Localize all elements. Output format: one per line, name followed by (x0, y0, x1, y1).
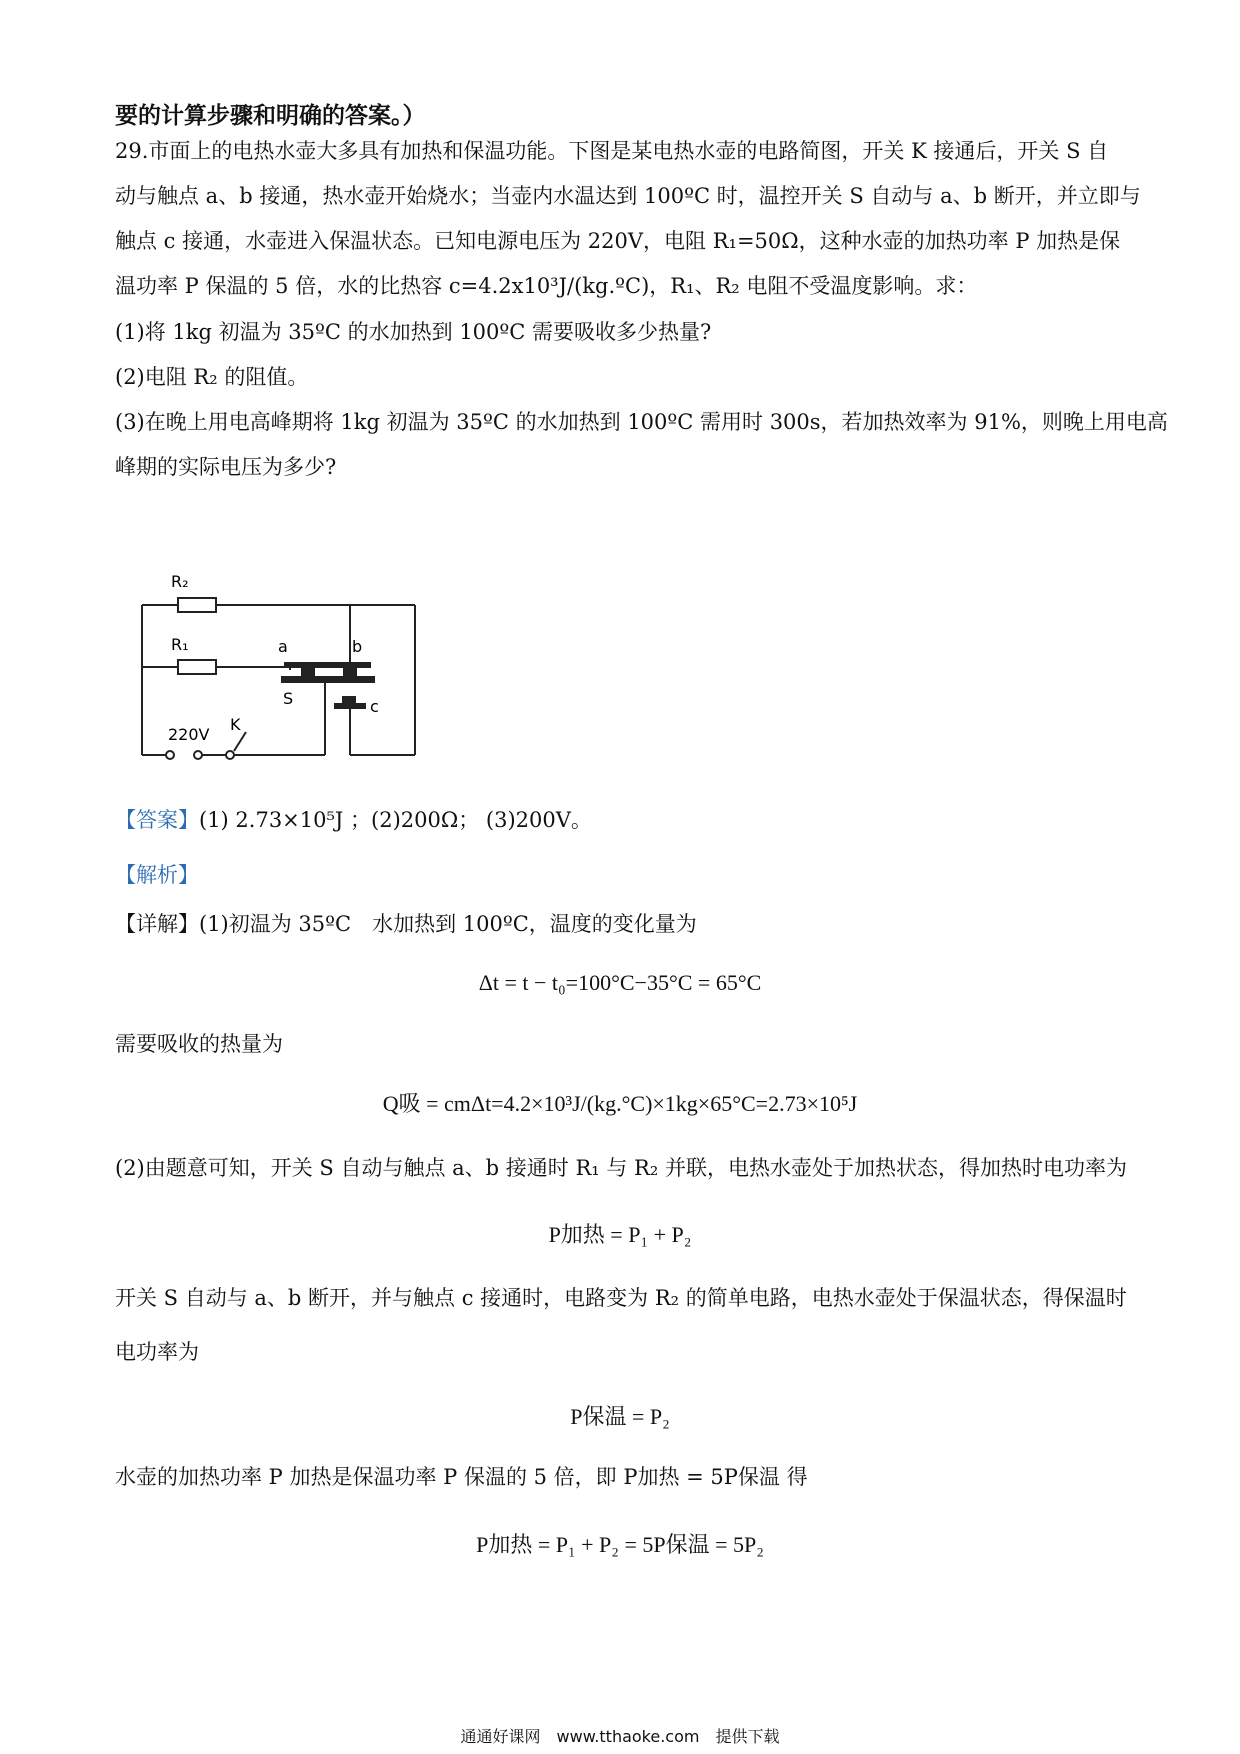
question-line-3: 触点 c 接通，水壶进入保温状态。已知电源电压为 220V，电阻 R₁=50Ω，这种水壶的加热功率 P 加热是保 (115, 229, 1121, 253)
question-line-1: 29.市面上的电热水壶大多具有加热和保温功能。下图是某电热水壶的电路简图，开关 K 接通后，开关 S 自 (115, 139, 1109, 163)
equation-delta-t: Δt = t − t₀=100°C−35°C = 65°C (478, 970, 762, 995)
answer-line (115, 808, 1125, 832)
resistor-r2 (178, 598, 216, 612)
equation-p-total: P加热 = P₁ + P₂ = 5P保温 = 5P₂ (476, 1532, 764, 1557)
equation-heat: Q吸 = cmΔt=4.2×10³J/(kg.°C)×1kg×65°C=2.73×10⁵J (382, 1091, 858, 1116)
sub-question-2: (2)电阻 R₂ 的阻值。 (115, 365, 309, 389)
detail-intro: (1)初温为 35ºC 水加热到 100ºC，温度的变化量为 (199, 912, 697, 936)
equation-p-keep-warm: P保温 = P₂ (570, 1404, 670, 1429)
question-line-4: 温功率 P 保温的 5 倍，水的比热容 c=4.2x10³J/(kg.ºC)，R₁、R₂ 电阻不受温度影响。求： (115, 274, 978, 298)
terminal-right (194, 751, 202, 759)
label-b: b (352, 637, 363, 656)
terminal-left (166, 751, 174, 759)
equation-p-heating: P加热 = P₁ + P₂ (548, 1222, 692, 1247)
question-line-2: 动与触点 a、b 接通，热水壶开始烧水；当壶内水温达到 100ºC 时，温控开关 S 自动与 a、b 断开，并立即与 (115, 184, 1141, 208)
switch-k-pivot (226, 751, 234, 759)
page-footer: 通通好课网 www.tthaoke.com 提供下载 (460, 1727, 780, 1746)
switch-s-bar (282, 677, 374, 682)
circuit-diagram (130, 560, 430, 765)
analysis-line (115, 863, 1125, 887)
heading-tail: 要的计算步骤和明确的答案。） (115, 102, 426, 129)
label-k: K (230, 715, 241, 734)
contact-c-plate (335, 704, 365, 708)
switch-k-blade (234, 732, 246, 751)
label-s: S (283, 689, 294, 708)
answer-text: (1) 2.73×10⁵J ；(2)200Ω； (3)200V。 (199, 808, 592, 832)
label-voltage: 220V (168, 725, 210, 744)
sub-question-3-line-2: 峰期的实际电压为多少? (115, 455, 337, 479)
keep-warm-line-1: 开关 S 自动与 a、b 断开，并与触点 c 接通时，电路变为 R₂ 的简单电路，电热水壶处于保温状态，得保温时 (115, 1286, 1127, 1310)
sub-question-1: (1)将 1kg 初温为 35ºC 的水加热到 100ºC 需要吸收多少热量? (115, 320, 712, 344)
analysis-tag: 【解析】 (115, 863, 199, 887)
heat-label: 需要吸收的热量为 (115, 1032, 283, 1056)
answer-tag: 【答案】 (115, 808, 199, 832)
label-c: c (370, 697, 379, 716)
detail-tag: 【详解】 (115, 912, 199, 936)
part2-text: (2)由题意可知，开关 S 自动与触点 a、b 接通时 R₁ 与 R₂ 并联，电热水壶处于加热状态，得加热时电功率为 (115, 1156, 1127, 1180)
label-a: a (278, 637, 288, 656)
resistor-r1 (178, 660, 216, 674)
keep-warm-line-2: 电功率为 (115, 1340, 199, 1364)
detail-line (115, 912, 1125, 936)
label-r1: R₁ (171, 635, 189, 654)
sub-question-3-line-1: (3)在晚上用电高峰期将 1kg 初温为 35ºC 的水加热到 100ºC 需用时 300s，若加热效率为 91%，则晚上用电高 (115, 410, 1168, 434)
ratio-text: 水壶的加热功率 P 加热是保温功率 P 保温的 5 倍，即 P加热 = 5P保温 得 (115, 1465, 808, 1489)
label-r2: R₂ (171, 572, 189, 591)
